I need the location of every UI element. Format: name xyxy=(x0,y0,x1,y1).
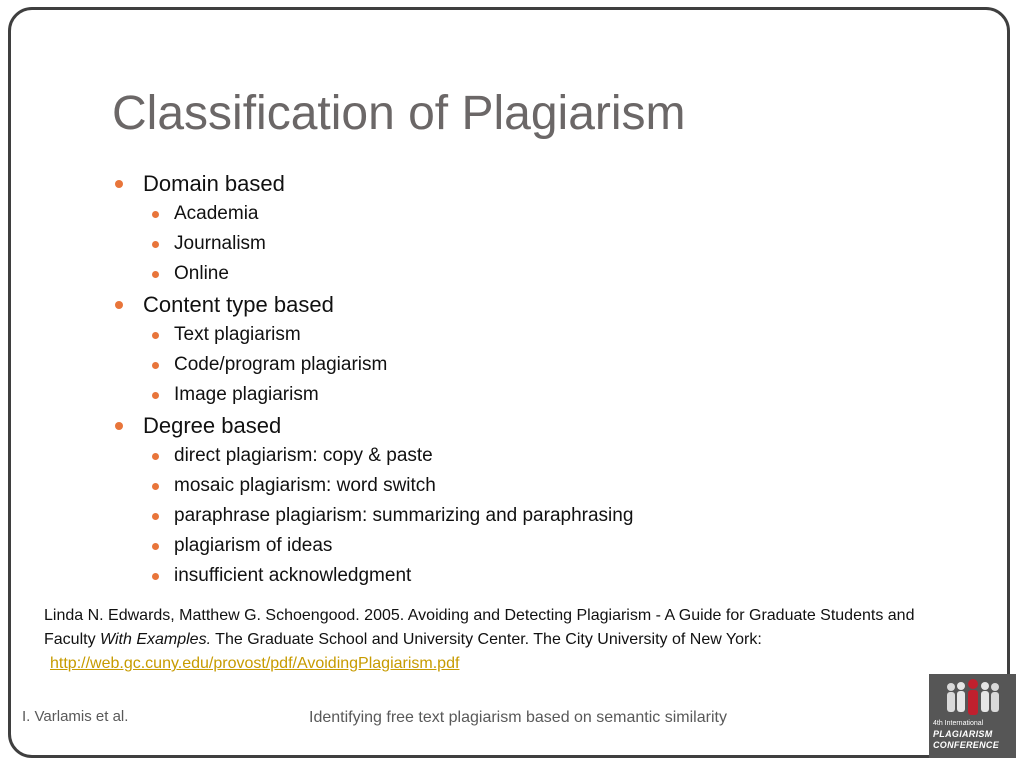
sub-bullet: Image plagiarism xyxy=(112,380,633,410)
sub-bullet: mosaic plagiarism: word switch xyxy=(112,471,633,501)
sub-bullet: plagiarism of ideas xyxy=(112,531,633,561)
logo-text-plagiarism: PLAGIARISM xyxy=(933,729,993,739)
bullet-list xyxy=(112,168,633,591)
footer-subtitle: Identifying free text plagiarism based on semantic similarity xyxy=(309,709,727,726)
logo-text-conference: CONFERENCE xyxy=(933,740,1000,750)
sub-bullet: Online xyxy=(112,259,633,289)
bullet-domain-based: Domain based xyxy=(112,168,633,199)
slide-title: Classification of Plagiarism xyxy=(112,87,686,140)
reference-link[interactable]: http://web.gc.cuny.edu/provost/pdf/AvoidingPlagiarism.pdf xyxy=(50,655,460,672)
citation-reference xyxy=(44,604,944,676)
people-figures-icon xyxy=(943,679,1003,719)
bullet-content-type-based: Content type based xyxy=(112,289,633,320)
bullet-degree-based: Degree based xyxy=(112,410,633,441)
sub-bullet: paraphrase plagiarism: summarizing and paraphrasing xyxy=(112,501,633,531)
sub-bullet: Code/program plagiarism xyxy=(112,350,633,380)
sub-bullet: direct plagiarism: copy & paste xyxy=(112,441,633,471)
logo-text-edition: 4th International xyxy=(933,720,984,727)
citation-text-continued: The Graduate School and University Center. The City University of New York: xyxy=(211,631,762,648)
sub-bullet: insufficient acknowledgment xyxy=(112,561,633,591)
sub-bullet: Text plagiarism xyxy=(112,320,633,350)
sub-bullet: Journalism xyxy=(112,229,633,259)
sub-bullet: Academia xyxy=(112,199,633,229)
conference-logo xyxy=(929,674,1016,758)
citation-italic: With Examples. xyxy=(100,631,212,648)
footer-author: I. Varlamis et al. xyxy=(22,708,129,725)
citation-text: Linda N. Edwards, Matthew G. Schoengood. 2005. Avoiding and Detecting Plagiarism - A Guide for Graduate Students and Faculty xyxy=(44,607,915,648)
